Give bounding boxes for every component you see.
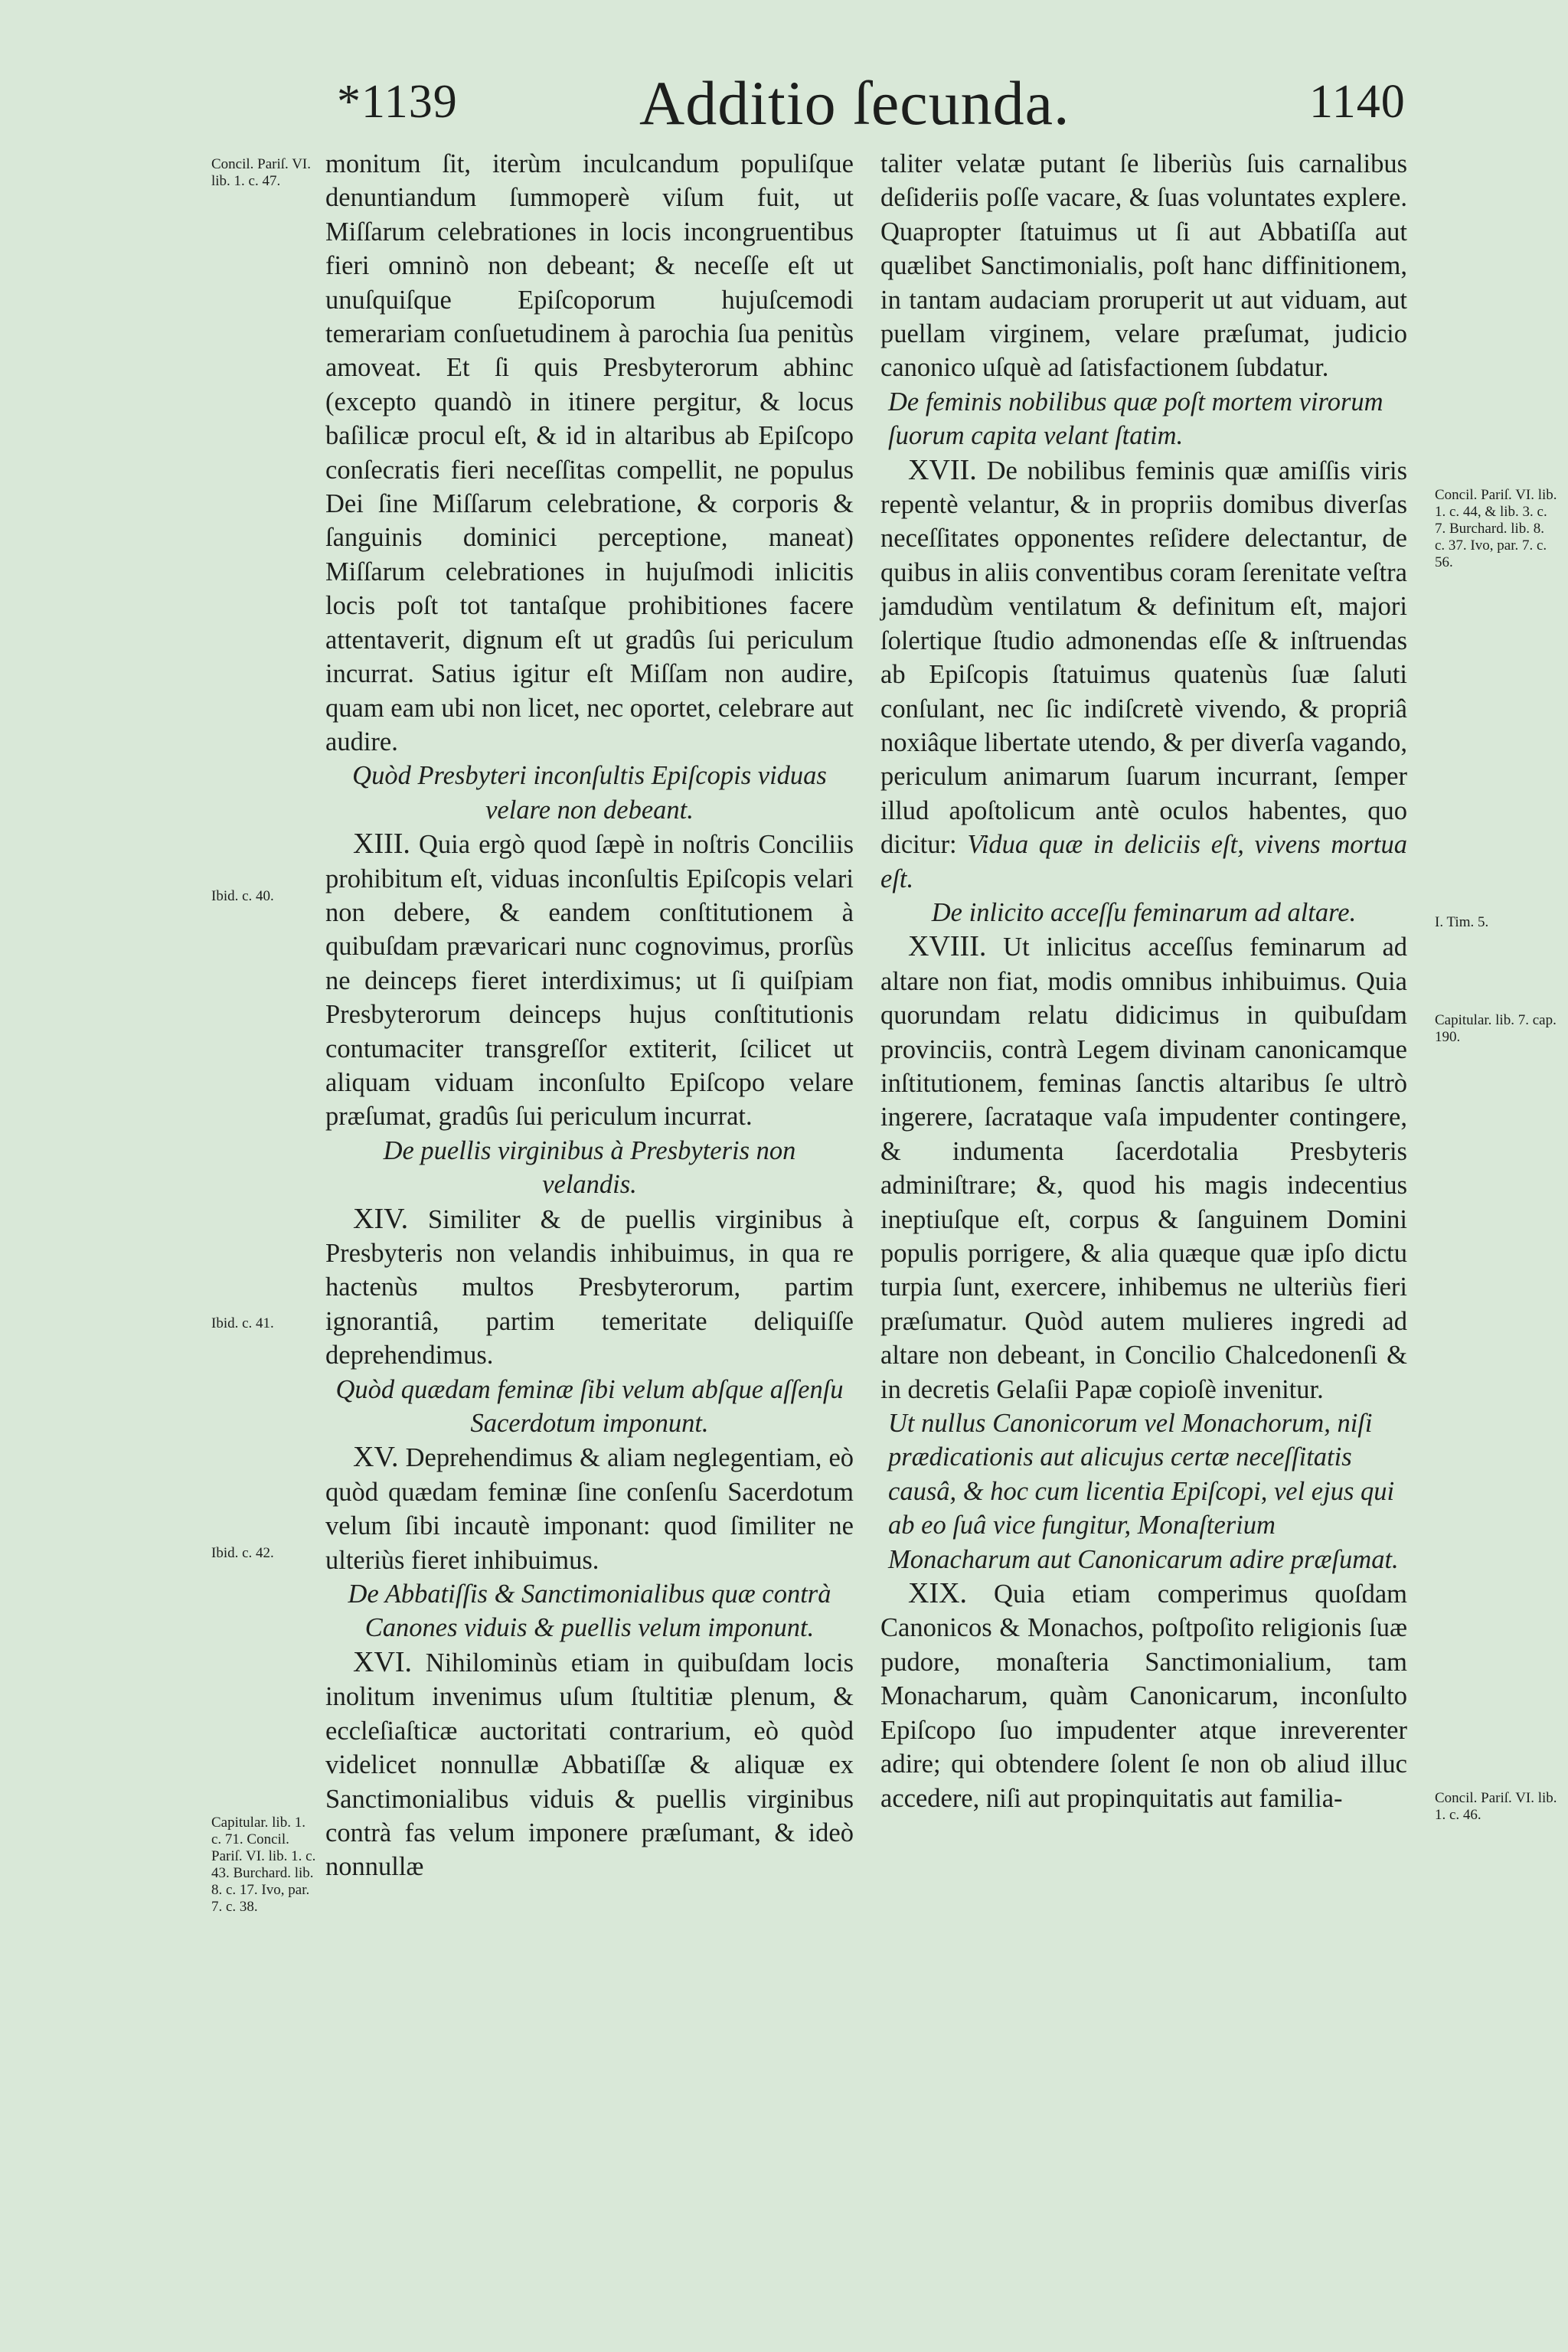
margin-note-capitular: Capitular. lib. 1. c. 71. Concil. Pariſ. VI. lib. 1. c. 43. Burchard. lib. 8. c. 17. Ivo, par. 7. c. 38.: [211, 1815, 316, 1915]
paragraph: [325, 1440, 854, 1577]
paragraph-text: Nihilominùs etiam in quibuſdam locis inolitum invenimus uſum ſtultitiæ plenum, & eccleſiaſticæ auctoritati contrarium, eò quòd videlicet nonnullæ Abbatiſſæ & aliquæ ex Sanctimonialibus viduis & puellis virginibus contrà fas velum imponere præſumant, & ideò nonnullæ: [325, 1648, 854, 1882]
chapter-number: XIII.: [353, 828, 410, 861]
page-number-left: *1139: [337, 76, 458, 128]
margin-note-concil-parisiense: Concil. Pariſ. VI. lib. 1. c. 47.: [211, 156, 312, 189]
page-number-right: 1140: [1309, 76, 1406, 128]
chapter-number: XVI.: [353, 1645, 413, 1678]
chapter-number: XVIII.: [908, 930, 987, 963]
margin-note-capitular-2: Capitular. lib. 7. cap. 190.: [1435, 1012, 1557, 1045]
paragraph-text: Deprehendimus & aliam neglegentiam, eò quòd quædam feminæ ſine conſenſu Sacerdotum velum ſibi incautè imponant: quod ſimiliter ne ulteriùs fieret inhibuimus.: [325, 1443, 854, 1575]
margin-note-ibid-42: Ibid. c. 42.: [211, 1545, 274, 1561]
rubric-heading: Ut nullus Canonicorum vel Monachorum, niſi prædicationis aut alicujus certæ neceſſitatis causâ, & hoc cum licentia Epiſcopi, vel ejus qui ab eo ſuâ vice fungitur, Monaſterium Monacharum aut Canonicarum adire præſumat.: [888, 1409, 1399, 1574]
paragraph: [880, 929, 1407, 1406]
chapter-number: XIV.: [353, 1202, 409, 1235]
text-column-left: [325, 147, 854, 1884]
rubric-heading: De Abbatiſſis & Sanctimonialibus quæ contrà Canones viduis & puellis velum imponunt.: [348, 1579, 831, 1643]
margin-note-ibid-41: Ibid. c. 41.: [211, 1315, 274, 1331]
paragraph-text: Quia ergò quod ſæpè in noſtris Conciliis prohibitum eſt, viduas inconſultis Epiſcopis velari non debere, & eandem conſtitutionem à quibuſdam prævaricari nunc cognovimus, prorſùs ne deinceps fieret interdiximus; ut ſi quiſpiam Presbyterorum deinceps hujus conſtitutionis contumaciter transgreſſor extiterit, ſcilicet ut aliquam viduam inconſulto Epiſcopo velare præſumat, gradûs ſui periculum incurrat.: [325, 830, 854, 1132]
text-column-right: [880, 147, 1407, 1815]
paragraph-text: De nobilibus feminis quæ amiſſis viris repentè velantur, & in propriis domibus diverſas neceſſitates opponentes reſidere delectantur, de quibus in aliis conventibus coram ſerenitate veſtra jamdudùm ventilatum & definitum eſt, majori ſolertique ſtudio admonendas eſſe & inſtruendas ab Epiſcopis ſtatuimus quatenùs ſuæ ſaluti conſulant, nec ſic indiſcretè vivendo, & propriâ noxiâque libertate utendo, & per diverſa vagando, periculum animarum ſuarum incurrant, ſemper illud apoſtolicum antè oculos habentes, quo dicitur:: [880, 456, 1408, 860]
margin-note-concil-parisiense-2: Concil. Pariſ. VI. lib. 1. c. 44, & lib. 3. c. 7. Burchard. lib. 8. c. 37. Ivo, par. 7. c. 56.: [1435, 487, 1557, 570]
chapter-number: XVII.: [908, 453, 977, 486]
paragraph: [325, 1645, 854, 1884]
paragraph: taliter velatæ putant ſe liberiùs ſuis carnalibus deſideriis poſſe vacare, & ſuas voluntates explere. Quapropter ſtatuimus ut ſi aut Abbatiſſa aut quælibet Sanctimonialis, poſt hanc diffinitionem, in tantam audaciam proruperit ut aut viduam, aut puellam virginem, velare præſumat, judicio canonico uſquè ad ſatisfactionem ſubdatur.: [880, 149, 1407, 383]
chapter-number: XV.: [353, 1441, 399, 1474]
paragraph: [880, 453, 1407, 896]
rubric-heading: De puellis virginibus à Presbyteris non velandis.: [383, 1135, 796, 1200]
paragraph: [325, 827, 854, 1134]
paragraph: [325, 1202, 854, 1373]
scripture-quote: Vidua quæ in deliciis eſt, vivens mortua eſt.: [880, 830, 1408, 893]
paragraph-text: Ut inlicitus acceſſus feminarum ad altare non fiat, modis omnibus inhibuimus. Quia quorundam relatu didicimus in quibuſdam provinciis, contrà Legem divinam canonicamque inſtitutionem, feminas ſanctis altaribus ſe ultrò ingerere, ſacrataque vaſa impudenter contingere, & indumenta ſacerdotalia Presbyteris adminiſtrare; &, quod his magis indecentius ineptiuſque eſt, corpus & ſanguinem Domini populis porrigere, & alia quæque quæ ipſo dictu turpia ſunt, exercere, inhibemus ne ulteriùs fieri præſumatur. Quòd autem mulieres ingredi ad altare non debeant, in Concilio Chalcedonenſi & in decretis Gelaſii Papæ copioſè invenitur.: [880, 933, 1408, 1404]
margin-note-timothy: I. Tim. 5.: [1435, 914, 1489, 930]
margin-note-ibid-40: Ibid. c. 40.: [211, 888, 274, 904]
rubric-heading: De inlicito acceſſu feminarum ad altare.: [931, 897, 1357, 927]
chapter-number: XIX.: [908, 1577, 968, 1610]
paragraph: [880, 1576, 1407, 1815]
paragraph-text: Similiter & de puellis virginibus à Presbyteris non velandis inhibuimus, in qua re hactenùs multos Presbyterorum, partim ignorantiâ, partim temeritate deliquiſſe deprehendimus.: [325, 1204, 854, 1370]
rubric-heading: Quòd Presbyteri inconſultis Epiſcopis viduas velare non debeant.: [352, 761, 827, 825]
margin-note-concil-parisiense-3: Concil. Pariſ. VI. lib. 1. c. 46.: [1435, 1790, 1557, 1823]
paragraph-text: Quia etiam comperimus quoſdam Canonicos & Monachos, poſtpoſito religionis ſuæ pudore, monaſteria Sanctimonialium, tam Monacharum, quàm Canonicarum, inconſulto Epiſcopo ſuo impudenter atque inreverenter adire; qui obtendere ſolent ſe non ob aliud illuc accedere, niſi aut propinquitatis aut familia-: [880, 1579, 1407, 1813]
rubric-heading: Quòd quædam feminæ ſibi velum abſque aſſenſu Sacerdotum imponunt.: [335, 1374, 844, 1439]
page-title: Additio ſecunda.: [639, 68, 1070, 138]
rubric-heading: De feminis nobilibus quæ poſt mortem virorum ſuorum capita velant ſtatim.: [888, 387, 1383, 451]
paragraph: monitum ſit, iterùm inculcandum populiſque denuntiandum ſummoperè viſum fuit, ut Miſſarum celebrationes in locis incongruentibus fieri omninò non debeant; & neceſſe eſt ut unuſquiſque Epiſcoporum hujuſcemodi temerariam conſuetudinem à parochia ſua penitùs amoveat. Et ſi quis Presbyterorum abhinc (excepto quandò in itinere pergitur, & locus baſilicæ procul eſt, & id in altaribus ab Epiſcopo conſecratis fieri neceſſitas compellit, ne populus Dei ſine Miſſarum celebratione, & corporis & ſanguinis dominici perceptione, maneat) Miſſarum celebrationes in hujuſmodi inlicitis locis poſt tot tantaſque prohibitiones facere attentaverit, dignum eſt ut gradûs ſui periculum incurrat. Satius igitur eſt Miſſam non audire, quam eam ubi non licet, nec oportet, celebrare aut audire.: [325, 149, 854, 756]
page-header: [0, 67, 1568, 136]
